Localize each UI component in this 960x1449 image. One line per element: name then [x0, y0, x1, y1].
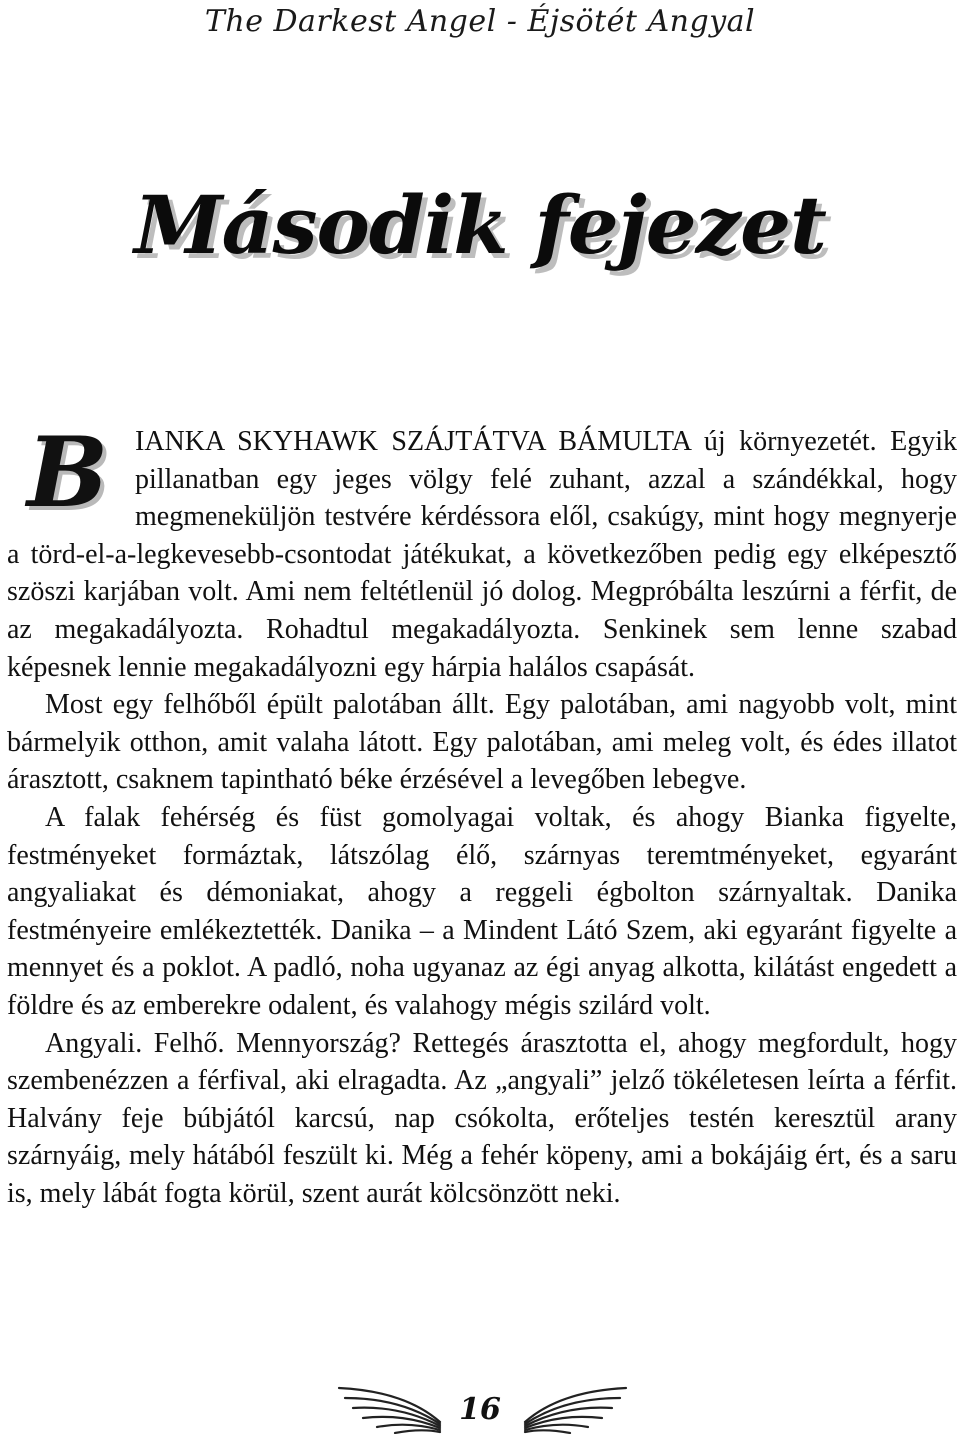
- page-number: 16: [459, 1392, 501, 1427]
- first-paragraph-text: IANKA SKYHAWK SZÁJTÁTVA BÁMULTA új környezetét. Egyik pillanatban egy jeges völgy felé zuhant, azzal a szándékkal, hogy megmeneküljön testvére kérdéssora elől, csakúgy, mint hogy megnyerje a törd-el-a-legkevesebb-csontodat játékukat, a következőben pedig egy elképesztő szöszi karjában volt. Ami nem feltétlenül jó dolog. Megpróbálta leszúrni a férfit, de az megakadályozta. Rohadtul megakadályozta. Senkinek sem lenne szabad képesnek lennie megakadályozni egy hárpia halálos csapását.: [7, 426, 957, 683]
- paragraph-3: A falak fehérség és füst gomolyagai voltak, és ahogy Bianka figyelte, festményeket formáztak, látszólag élő, szárnyas teremtményeket, egyaránt angyaliakat és démoniakat, ahogy a reggeli égbolton szárnyaltak. Danika festményeire emlékeztették. Danika – a Mindent Látó Szem, aki egyaránt figyelte a mennyet és a poklot. A padló, noha ugyanaz az égi anyag alkotta, kilátást engedett a földre és az emberekre odalent, és valahogy mégis szilárd volt.: [7, 801, 957, 1021]
- chapter-body: [7, 416, 957, 1212]
- drop-cap: B: [27, 416, 109, 529]
- paragraph-4: Angyali. Felhő. Mennyország? Rettegés árasztotta el, ahogy megfordult, hogy szembenézzen a férfival, aki elragadta. Az „angyali” jelző tökéletesen leírta a férfit. Halvány feje búbjától karcsú, nap csókolta, erőteljes testén keresztül arany szárnyáig, mely hátából feszült ki. Még a fehér köpeny, ami a bokájáig ért, és a saru is, mely lábát fogta körül, szent aurát kölcsönzött neki.: [7, 1027, 957, 1209]
- paragraph-2: Most egy felhőből épült palotában állt. Egy palotában, ami nagyobb volt, mint bármelyik otthon, amit valaha látott. Egy palotában, ami meleg volt, és édes illatot árasztott, csaknem tapintható béke érzésével a levegőben lebegve.: [7, 689, 957, 796]
- wing-right-icon: [520, 1382, 630, 1434]
- running-header: The Darkest Angel - Éjsötét Angyal: [204, 4, 756, 39]
- chapter-title: Második fejezet: [134, 178, 826, 272]
- page-footer: [0, 1380, 960, 1440]
- first-paragraph: [7, 416, 957, 686]
